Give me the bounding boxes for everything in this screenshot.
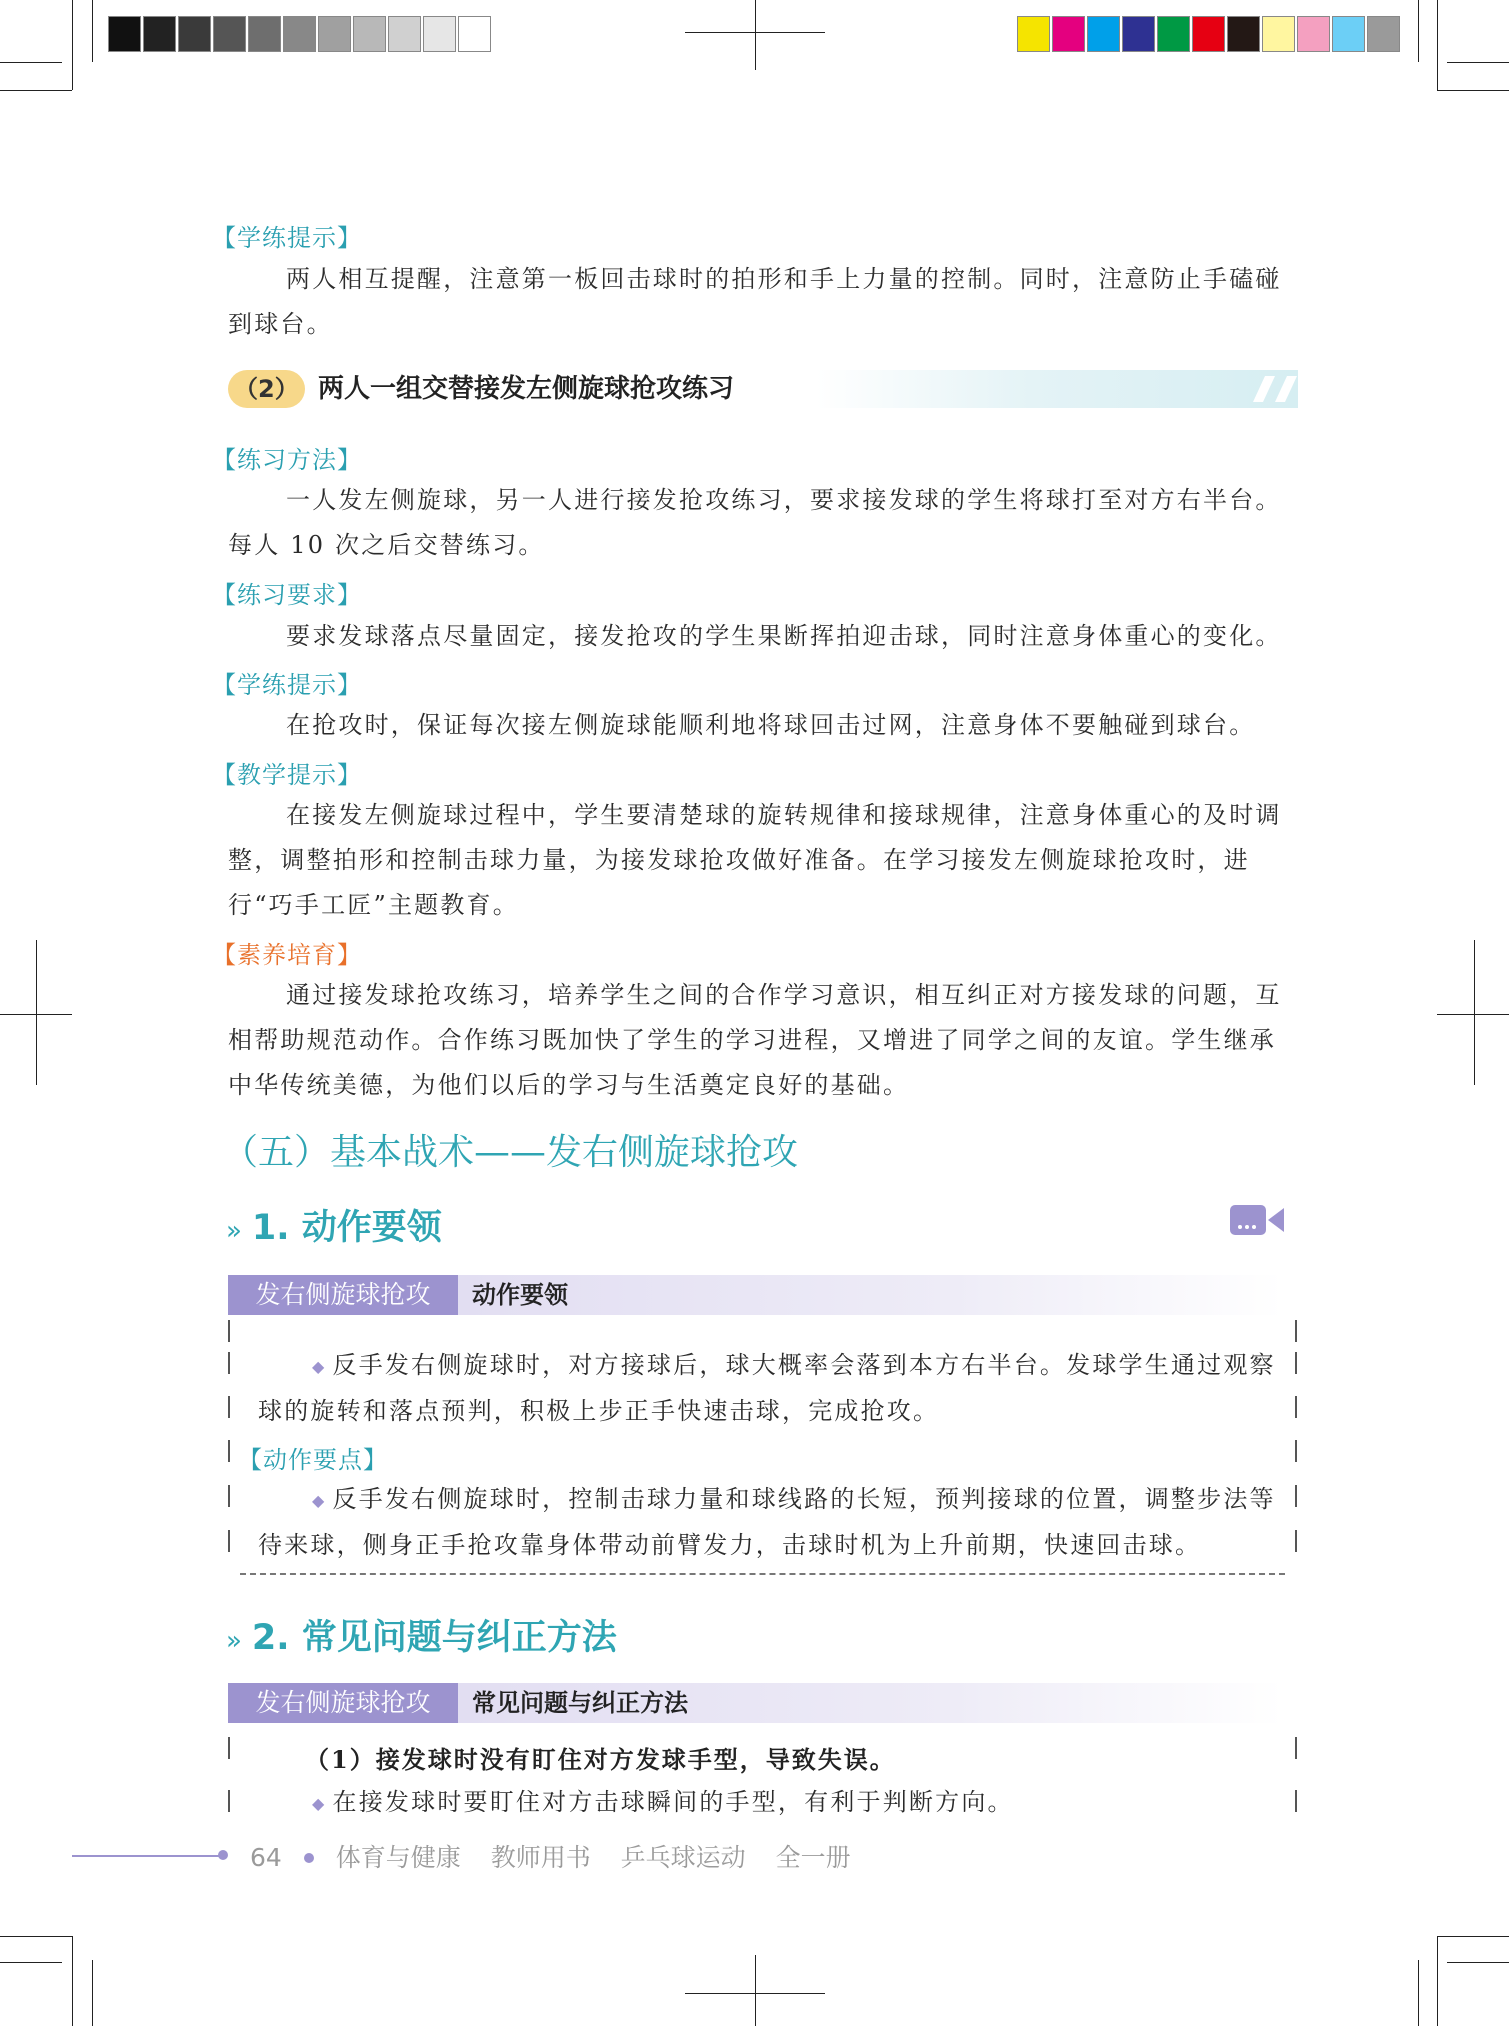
calibration-swatch — [1367, 16, 1400, 52]
section-title: 两人一组交替接发左侧旋球抢攻练习 — [318, 374, 735, 404]
literacy-paragraph: 通过接发球抢攻练习，培养学生之间的合作学习意识，相互纠正对方接发球的问题，互相帮助规范动作。合作练习既加快了学生的学习进程，又增进了同学之间的友谊。学生继承中华传统美德，为他们以后的学习与生活奠定良好的基础。 — [228, 981, 1282, 1099]
method-tag: 【练习方法】 — [212, 446, 362, 474]
calibration-swatch — [1122, 16, 1155, 52]
calibration-swatch — [1262, 16, 1295, 52]
footer-subject: 乒乓球运动 — [620, 1843, 746, 1872]
calibration-swatch — [248, 16, 281, 52]
part2-title: 2. 常见问题与纠正方法 — [251, 1618, 617, 1658]
video-camera-icon[interactable] — [1230, 1203, 1284, 1237]
calibration-swatch — [1297, 16, 1330, 52]
calibration-swatch — [108, 16, 141, 52]
part2-bar-label: 发右侧旋球抢攻 — [228, 1683, 458, 1723]
page-number: 64 — [250, 1843, 282, 1872]
calibration-swatch — [1017, 16, 1050, 52]
diamond-bullet-icon: ◆ — [312, 1491, 327, 1510]
calibration-swatch — [1087, 16, 1120, 52]
chevron-icon: » — [226, 1626, 242, 1656]
tips2-paragraph: 在抢攻时，保证每次接左侧旋球能顺利地将球回击过网，注意身体不要触碰到球台。 — [286, 711, 1256, 739]
part2-bar-title: 常见问题与纠正方法 — [458, 1683, 1283, 1723]
calibration-swatch — [1157, 16, 1190, 52]
part1-bar-label: 发右侧旋球抢攻 — [228, 1275, 458, 1315]
calibration-swatch — [353, 16, 386, 52]
part1-bar-title: 动作要领 — [458, 1275, 1283, 1315]
tips2-tag: 【学练提示】 — [212, 671, 362, 699]
points-paragraph: ◆ 反手发右侧旋球时，控制击球力量和球线路的长短，预判接球的位置，调整步法等待来球，侧身正手抢攻靠身体带动前臂发力，击球时机为上升前期，快速回击球。 — [258, 1485, 1276, 1559]
part2-heading — [226, 1610, 617, 1660]
footer-dot — [218, 1850, 228, 1860]
footer — [250, 1838, 851, 1874]
problem-heading: （1）接发球时没有盯住对方发球手型，导致失误。 — [305, 1745, 896, 1774]
chapter-title: （五）基本战术——发右侧旋球抢攻 — [222, 1132, 799, 1173]
teaching-tag: 【教学提示】 — [212, 761, 362, 789]
stripe-decoration — [1245, 376, 1305, 402]
calibration-swatch — [178, 16, 211, 52]
calibration-swatch — [388, 16, 421, 52]
calibration-swatch — [143, 16, 176, 52]
footer-rule — [72, 1855, 224, 1857]
part1-title: 1. 动作要领 — [251, 1208, 442, 1248]
footer-separator-dot — [304, 1853, 314, 1863]
method-paragraph: 一人发左侧旋球，另一人进行接发抢攻练习，要求接发球的学生将球打至对方右半台。每人 10 次之后交替练习。 — [228, 486, 1282, 559]
footer-volume: 全一册 — [775, 1843, 851, 1872]
part1-heading — [226, 1200, 442, 1250]
section-number: （2） — [228, 370, 305, 408]
footer-edition: 教师用书 — [490, 1843, 591, 1872]
literacy-tag: 【素养培育】 — [212, 941, 362, 969]
part1-paragraph: ◆ 反手发右侧旋球时，对方接球后，球大概率会落到本方右半台。发球学生通过观察球的旋转和落点预判，积极上步正手快速击球，完成抢攻。 — [258, 1351, 1276, 1425]
calibration-swatch — [213, 16, 246, 52]
fix-paragraph: ◆ 在接发球时要盯住对方击球瞬间的手型，有利于判断方向。 — [312, 1788, 1014, 1816]
diamond-bullet-icon: ◆ — [312, 1357, 327, 1376]
requirement-paragraph: 要求发球落点尽量固定，接发抢攻的学生果断挥拍迎击球，同时注意身体重心的变化。 — [286, 622, 1282, 650]
requirement-tag: 【练习要求】 — [212, 581, 362, 609]
calibration-swatch — [283, 16, 316, 52]
tips-paragraph: 两人相互提醒，注意第一板回击球时的拍形和手上力量的控制。同时，注意防止手磕碰到球台。 — [228, 265, 1282, 338]
diamond-bullet-icon: ◆ — [312, 1794, 327, 1813]
teaching-paragraph: 在接发左侧旋球过程中，学生要清楚球的旋转规律和接球规律，注意身体重心的及时调整，调整拍形和控制击球力量，为接发球抢攻做好准备。在学习接发左侧旋球抢攻时，进行“巧手工匠”主题教育。 — [228, 801, 1282, 919]
calibration-swatch — [1227, 16, 1260, 52]
chevron-icon: » — [226, 1216, 242, 1246]
calibration-swatch — [1052, 16, 1085, 52]
calibration-swatch — [1192, 16, 1225, 52]
points-tag: 【动作要点】 — [238, 1446, 388, 1474]
calibration-swatch — [423, 16, 456, 52]
calibration-swatch — [458, 16, 491, 52]
footer-book: 体育与健康 — [335, 1843, 461, 1872]
tips-tag: 【学练提示】 — [212, 224, 362, 252]
calibration-swatch — [1332, 16, 1365, 52]
calibration-swatch — [318, 16, 351, 52]
